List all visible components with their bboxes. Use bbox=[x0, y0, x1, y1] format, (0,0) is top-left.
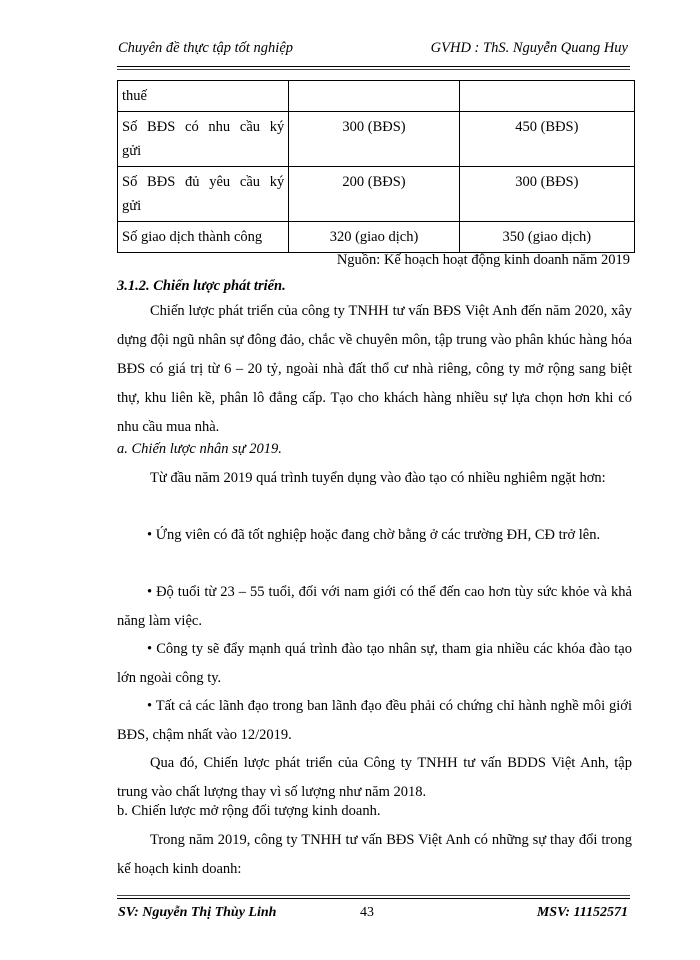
footer-rule-top bbox=[117, 895, 630, 896]
table-row bbox=[118, 167, 635, 222]
page-header bbox=[118, 40, 628, 66]
row-value-2019 bbox=[459, 81, 634, 112]
page-number: 43 bbox=[360, 905, 374, 920]
footer-rule-bottom bbox=[117, 898, 630, 899]
bullet-item: • Tất cả các lãnh đạo trong ban lãnh đạo đều phải có chứng chỉ hành nghề môi giới BĐS, chậm nhất vào 12/2019. bbox=[117, 698, 632, 743]
footer-student: SV: Nguyễn Thị Thùy Linh bbox=[118, 905, 277, 920]
table-row bbox=[118, 112, 635, 167]
row-label: Số BĐS có nhu cầu ký gửi bbox=[118, 112, 289, 167]
bullet-item: • Ứng viên có đã tốt nghiệp hoặc đang chờ bằng ở các trường ĐH, CĐ trở lên. bbox=[147, 527, 601, 543]
row-label: thuế bbox=[118, 81, 289, 112]
row-value-2018: 200 (BĐS) bbox=[289, 167, 459, 222]
header-title: Chuyên đề thực tập tốt nghiệp bbox=[118, 40, 294, 56]
bullet-item: • Độ tuổi từ 23 – 55 tuổi, đối với nam giới có thể đến cao hơn tùy sức khỏe và khả năng làm việc. bbox=[117, 584, 632, 629]
row-value-2019: 450 (BĐS) bbox=[459, 112, 634, 167]
subheading-a: a. Chiến lược nhân sự 2019. bbox=[117, 441, 282, 457]
bullet-item: • Công ty sẽ đẩy mạnh quá trình đào tạo nhân sự, tham gia nhiều các khóa đào tạo lớn ngoài công ty. bbox=[117, 641, 632, 686]
row-value-2019: 350 (giao dịch) bbox=[459, 222, 634, 253]
paragraph-conclusion: Qua đó, Chiến lược phát triển của Công ty TNHH tư vấn BDDS Việt Anh, tập trung vào chất lượng thay vì số lượng như năm 2018. bbox=[117, 755, 632, 800]
row-value-2018: 300 (BĐS) bbox=[289, 112, 459, 167]
row-label: Số giao dịch thành công bbox=[118, 222, 289, 253]
subheading-b: b. Chiến lược mở rộng đối tượng kinh doanh. bbox=[117, 803, 381, 819]
paragraph-business: Trong năm 2019, công ty TNHH tư vấn BĐS Việt Anh có những sự thay đổi trong kế hoạch kinh doanh: bbox=[117, 832, 632, 877]
row-value-2018 bbox=[289, 81, 459, 112]
data-table bbox=[117, 80, 635, 253]
header-rule-top bbox=[117, 66, 630, 67]
header-rule-bottom bbox=[117, 69, 630, 70]
table-source: Nguồn: Kế hoạch hoạt động kinh doanh năm 2019 bbox=[336, 252, 630, 268]
footer-student-id: MSV: 11152571 bbox=[536, 905, 628, 920]
row-label: Số BĐS đủ yêu cầu ký gửi bbox=[118, 167, 289, 222]
paragraph-recruitment: Từ đầu năm 2019 quá trình tuyển dụng vào đào tạo có nhiều nghiêm ngặt hơn: bbox=[150, 470, 606, 486]
header-advisor: GVHD : ThS. Nguyễn Quang Huy bbox=[430, 40, 628, 56]
row-value-2019: 300 (BĐS) bbox=[459, 167, 634, 222]
table-row bbox=[118, 222, 635, 253]
section-heading: 3.1.2. Chiến lược phát triển. bbox=[117, 278, 286, 294]
table-row bbox=[118, 81, 635, 112]
row-value-2018: 320 (giao dịch) bbox=[289, 222, 459, 253]
paragraph-strategy: Chiến lược phát triển của công ty TNHH tư vấn BĐS Việt Anh đến năm 2020, xây dựng đội ngũ nhân sự đông đảo, chắc về chuyên môn, tập trung vào phân khúc hàng hóa BĐS có giá trị từ 6 – 20 tỷ, ngoài nhà đất thổ cư nhà riêng, công ty mở rộng sang biệt thự, khu liên kề, phân lô đẳng cấp. Tạo cho khách hàng nhiều sự lựa chọn hơn khi có nhu cầu mua nhà. bbox=[117, 303, 632, 435]
